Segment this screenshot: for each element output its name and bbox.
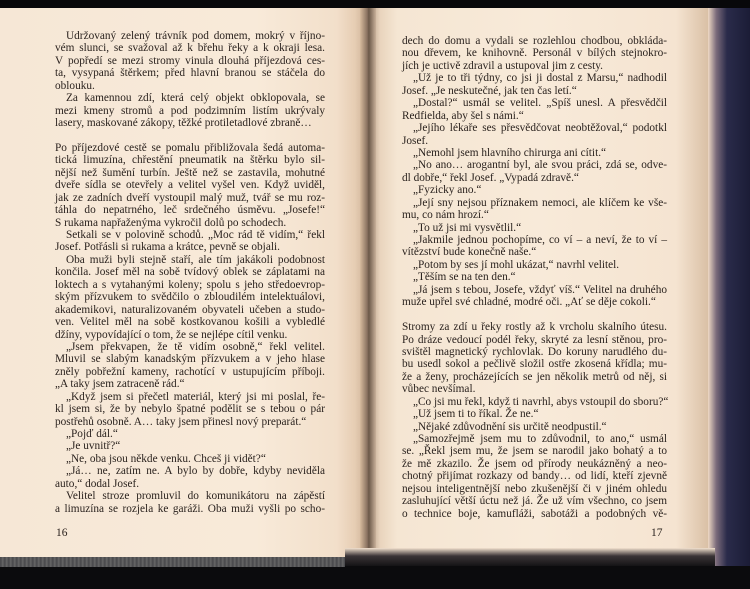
- text-line: vítězství bude konečně naše.“: [402, 246, 537, 259]
- text-line: mezi kmeny stromů a pod podzimním listím ukrývaly: [55, 104, 325, 117]
- text-line: „Její sny nejsou příznakem nemoci, ale klíčem ke vše-: [413, 196, 667, 209]
- text-line: „Těším se na ten den.“: [413, 271, 516, 284]
- text-line: lasery, maskované zákopy, těžké protiletadlové zbraně…: [55, 117, 312, 130]
- text-line: o technice boje, kamufláži, sabotáži a podobných vě-: [402, 507, 667, 520]
- text-line: Josef. „Je neskutečné, jak ten čas letí.“: [402, 84, 577, 97]
- text-line: „Potom by ses jí mohl ukázat,“ navrhl velitel.: [413, 258, 620, 271]
- text-line: končila. Josef měl na sobě tvídový oblek se záplatami na: [55, 266, 325, 279]
- text-line: „To už jsi mi vysvětlil.“: [413, 221, 522, 234]
- text-line: „Už je to tři týdny, co jsi ji dostal z Marsu,“ nadhodil: [413, 72, 667, 85]
- page-number-right: 17: [651, 527, 663, 539]
- section-break: [402, 309, 667, 321]
- text-line: „Nemohl jsem hlavního chirurga ani cítit.“: [413, 146, 607, 159]
- text-line: džíny, vypovídající o tom, že se nejlépe cítil venku.: [55, 328, 288, 341]
- text-line: Redfielda, aby šel s námi.“: [402, 109, 524, 122]
- text-line: Oba muži byli stejně staří, ale tím jakákoli podobnost: [66, 253, 325, 266]
- text-line: jích je uctivě zdravil a ustupoval jim z cesty.: [402, 59, 603, 72]
- text-line: mu, co nám hrozí.“: [402, 209, 489, 222]
- text-line: svištěl magnetický rychlovlak. Do koruny narudlého du-: [402, 345, 667, 358]
- left-page-text: [55, 30, 325, 515]
- page-number-left: 16: [56, 527, 68, 539]
- text-line: nou dřevem, ke knihovně. Personál v bílých stejnokro-: [402, 47, 667, 60]
- text-line: jak ze zadních dveří vystoupil malý muž, tvář se mu roz-: [55, 191, 325, 204]
- text-line: „Je uvnitř?“: [66, 440, 121, 453]
- right-page-text: [402, 35, 667, 520]
- text-line: že mě zkazilo. Že jsem od přírody neukázněný a neo-: [402, 457, 667, 470]
- text-line: auto,“ dodal Josef.: [55, 477, 140, 490]
- text-line: „Nějaké zdůvodnění sis určitě neodpustil.“: [413, 420, 607, 433]
- text-line: zněly pobřežní kameny, rachotící v ustupujícím příboji.: [55, 365, 325, 378]
- text-line: „Když jsem si přečetl materiál, který jsi mi poslal, ře-: [66, 390, 325, 403]
- text-line: Setkali se v polovině schodů. „Moc rád tě vidím,“ řekl: [66, 229, 325, 241]
- text-line: postřehů osobně. A… taky jsem přinesl nový preparát.“: [55, 415, 307, 428]
- text-line: ta, vysypaná štěrkem; před hlavní branou se stáčela do: [55, 67, 325, 80]
- book-gutter: [360, 8, 376, 560]
- text-line: „No ano… arogantní byl, ale svou práci, zdá se, odve-: [413, 159, 667, 172]
- section-break: [55, 130, 325, 142]
- text-line: akademikovi, naturalizovaném obyvateli učeben a studo-: [55, 303, 325, 316]
- text-line: Udržovaný zelený trávník pod domem, mokrý v říjno-: [66, 30, 325, 42]
- text-line: bu usedl sokol a pečlivě složil ostře zkosená křídla; mu-: [402, 358, 667, 371]
- text-line: ven. Velitel měl na sobě kostkovanou košili a vybledlé: [55, 316, 325, 329]
- text-line: Za kamennou zdí, která celý objekt obklopovala, se: [66, 92, 325, 105]
- text-line: loktech a s vytahanými koleny; spolu s jeho středoevrop-: [55, 278, 325, 291]
- text-line: Stromy za zdí u řeky rostly až k vrcholu skalního útesu.: [402, 321, 667, 334]
- text-line: oblouku.: [55, 79, 95, 92]
- text-line: „Jakmile jednou pochopíme, co ví – a neví, že to ví –: [413, 234, 667, 246]
- text-line: ským přízvukem to svědčilo o zbloudilém intelektuálovi,: [55, 291, 325, 304]
- text-line: S rukama napřaženýma vykročil dolů po schodech.: [55, 216, 287, 229]
- text-line: muže upřel své chladné, modré oči. „Ať se děje cokoli.“: [402, 296, 656, 309]
- text-line: „Co jsi mu řekl, když ti navrhl, abys vstoupil do sboru?“: [413, 395, 669, 408]
- background-bottom: [0, 566, 750, 589]
- text-line: nější než šumění turbín. Ještě než se zastavila, mohutné: [55, 166, 325, 179]
- text-line: táhla do nepatrného, leč srdečného úsměvu. „Josefe!“: [55, 204, 325, 217]
- text-line: V popředí se mezi stromy vinula dlouhá příjezdová ces-: [55, 54, 325, 67]
- text-line: „Já… ne, zatím ne. A bylo by dobře, kdyby neviděla: [66, 465, 325, 478]
- text-line: „Samozřejmě jsem mu to zdůvodnil, to ano,“ usmál: [413, 433, 667, 445]
- text-line: „A taky jsem zatraceně rád.“: [55, 378, 185, 391]
- text-line: kl jsem si, že by nebylo špatné podělit se s tebou o pár: [55, 403, 325, 416]
- text-line: „Jejího lékaře ses přesvědčovat neobtěžoval,“ podotkl: [413, 122, 667, 135]
- text-line: „Fyzicky ano.“: [413, 184, 482, 197]
- text-line: nejsou inteligentnější nebo zkušenější či v jiném ohledu: [402, 482, 667, 495]
- text-line: Po dráze vedoucí podél řeky, skryté za lesní stěnou, pro-: [402, 333, 667, 346]
- text-line: že a ženy, procházejících se jen několik metrů od něj, si: [402, 370, 667, 383]
- text-line: „Já jsem s tebou, Josefe, vždyť víš.“ Velitel na druhého: [413, 283, 667, 296]
- text-line: „Ne, oba jsou někde venku. Chceš ji vidět?“: [66, 452, 266, 465]
- text-line: „Jsem překvapen, že tě vidím osobně,“ řekl velitel.: [66, 340, 325, 353]
- text-line: Josef. Potřásli si rukama a krátce, pevně se objali.: [55, 241, 280, 254]
- page-shadow: [345, 548, 715, 568]
- book-cover-edge: [708, 8, 750, 589]
- text-line: dveře sídla se otevřely a velitel vyšel ven. Když uviděl,: [55, 179, 325, 192]
- text-line: vém slunci, se svažoval až k břehu řeky a k okraji lesa.: [55, 42, 325, 55]
- text-line: dech do domu a vydali se rozlehlou chodbou, obkláda-: [402, 35, 667, 47]
- text-line: Mluvil se slabým kanadským přízvukem a v jeho hlase: [55, 353, 325, 366]
- text-line: „Dostal?“ usmál se velitel. „Spíš unesl. A přesvědčil: [413, 97, 667, 110]
- text-line: vůbec nevšímal.: [402, 383, 476, 396]
- text-line: chotný přijímat rozkazy od bandy… od lidí, kteří zjevně: [402, 470, 667, 483]
- text-line: Velitel stroze promluvil do komunikátoru na zápěstí: [66, 490, 325, 503]
- text-line: „Už jsem ti to říkal. Že ne.“: [413, 408, 539, 421]
- text-line: se. „Řekl jsem mu, že jsem se narodil jako bohatý a to: [402, 445, 667, 458]
- text-line: zasluhující větší úctu než já. Že už vím všechno, co jsem: [402, 495, 667, 508]
- text-line: Josef.: [402, 134, 429, 147]
- text-line: dl dobře,“ řekl Josef. „Vypadá zdravě.“: [402, 171, 579, 184]
- text-line: „Pojď dál.“: [66, 428, 118, 440]
- text-line: a limuzína se rozjela ke garáži. Oba muži vyšli po scho-: [55, 502, 325, 515]
- page-block-edge: [0, 557, 345, 567]
- text-line: tická limuzína, chřestění pneumatik na štěrku bylo sil-: [55, 154, 325, 167]
- text-line: Po příjezdové cestě se pomalu přibližovala šedá automa-: [55, 141, 325, 154]
